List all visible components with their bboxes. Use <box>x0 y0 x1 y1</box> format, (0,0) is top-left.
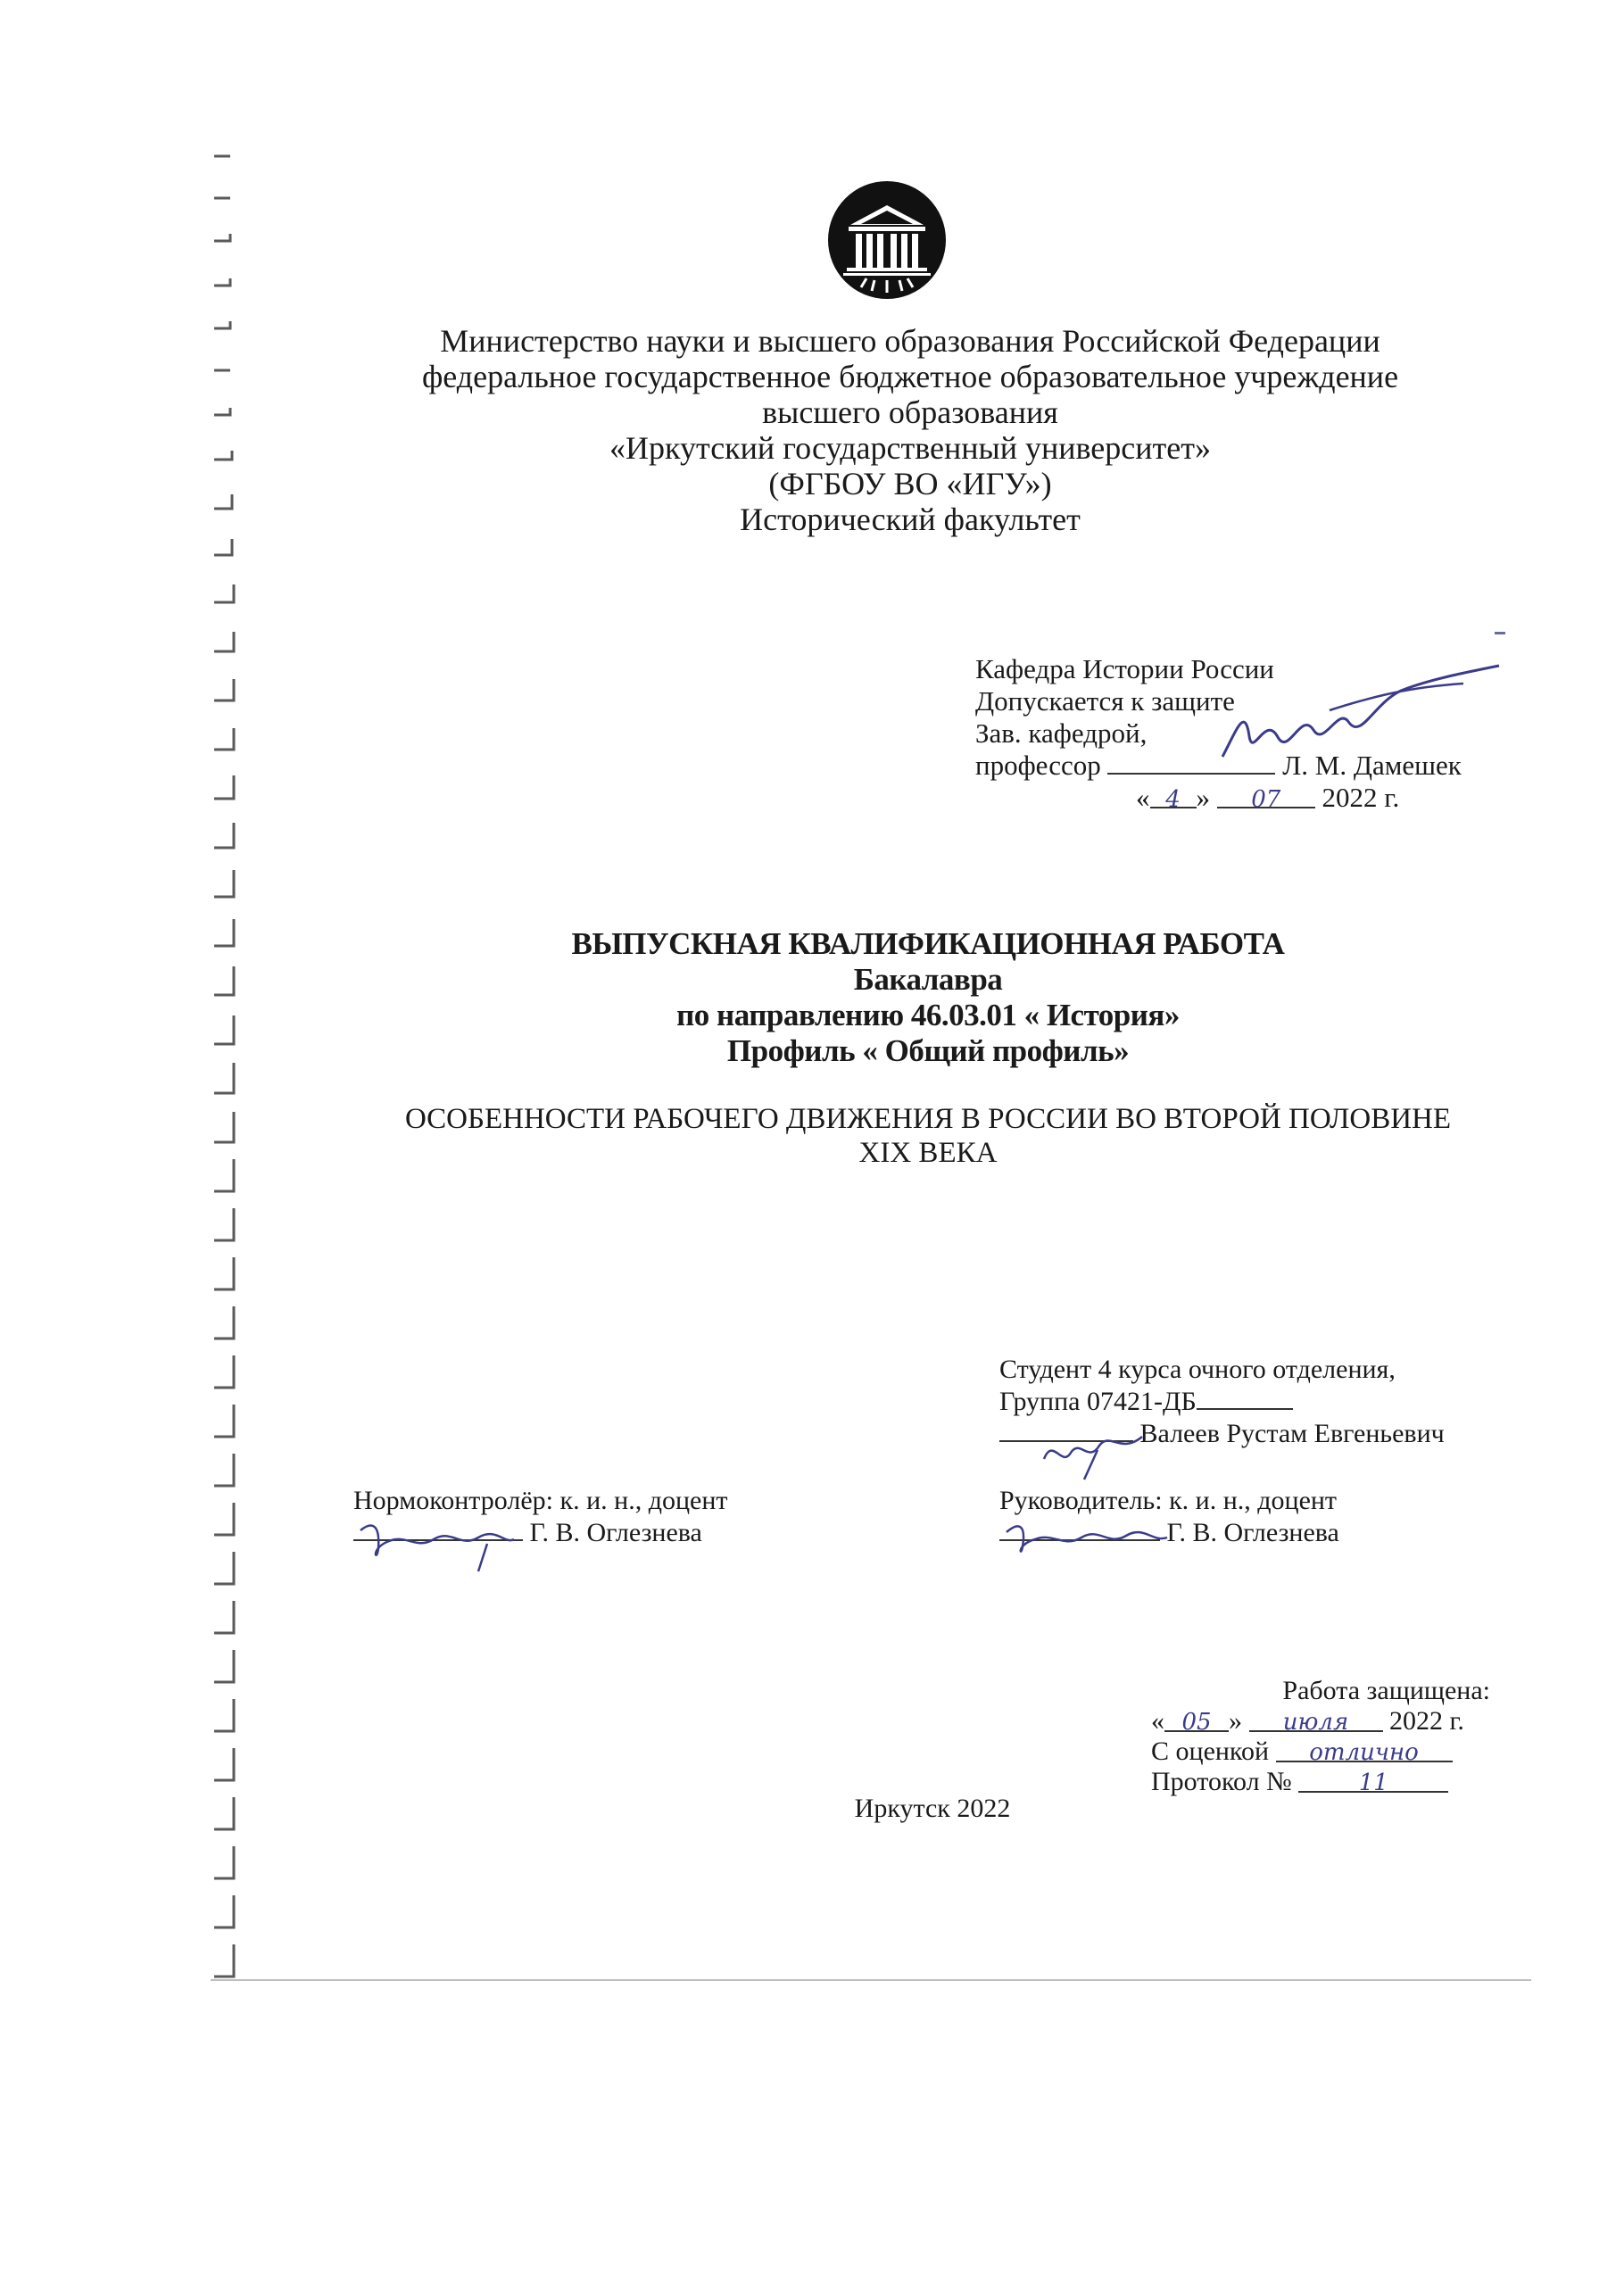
thesis-topic-block <box>294 1102 1562 1170</box>
department-line: Кафедра Истории России <box>975 653 1274 684</box>
approval-month: 07 <box>1217 783 1315 808</box>
defense-date-line <box>1151 1706 1490 1737</box>
topic-line-1: ОСОБЕННОСТИ РАБОЧЕГО ДВИЖЕНИЯ В РОССИИ ВО ВТОРОЙ ПОЛОВИНЕ <box>404 1103 1452 1135</box>
student-group-line <box>999 1385 1445 1417</box>
page-bottom-edge <box>211 1979 1531 1981</box>
binder-holes-graphic <box>203 143 248 1999</box>
thesis-type-line: ВЫПУСКНАЯ КВАЛИФИКАЦИОННАЯ РАБОТА <box>571 926 1285 961</box>
normcontrol-name: Г. В. Оглезнева <box>529 1518 702 1547</box>
thesis-title-block <box>250 926 1606 1069</box>
protocol-number: 11 <box>1298 1768 1448 1793</box>
approval-date-line <box>975 782 1462 814</box>
supervisor-signature-scribble <box>999 1513 1178 1566</box>
university-line: «Иркутский государственный университет» <box>609 430 1211 466</box>
degree-line: Бакалавра <box>853 962 1003 997</box>
approval-day: 4 <box>1150 783 1197 808</box>
supervisor-title: Руководитель: к. и. н., доцент <box>999 1486 1338 1515</box>
protocol-label: Протокол № <box>1151 1767 1292 1796</box>
university-logo <box>825 178 949 302</box>
supervisor-name: Г. В. Оглезнева <box>1166 1518 1339 1547</box>
protocol-line <box>1151 1767 1490 1797</box>
abbreviation-line: (ФГБОУ ВО «ИГУ») <box>768 466 1052 501</box>
direction-line: по направлению 46.03.01 « История» <box>676 998 1180 1032</box>
institution-type-line: федеральное государственное бюджетное образовательное учреждение <box>421 359 1399 394</box>
head-name: Л. М. Дамешек <box>1282 750 1462 781</box>
scan-mark <box>1495 632 1505 634</box>
defense-year: 2022 г. <box>1389 1706 1464 1736</box>
date-quote-close: » <box>1196 782 1210 813</box>
education-level-line: высшего образования <box>762 394 1058 430</box>
defense-day: 05 <box>1164 1707 1229 1732</box>
grade-label: С оценкой <box>1151 1737 1270 1766</box>
profile-line: Профиль « Общий профиль» <box>726 1033 1130 1068</box>
approval-year: 2022 г. <box>1322 782 1400 813</box>
grade-line <box>1151 1737 1490 1767</box>
ministry-line: Министерство науки и высшего образования Российской Федерации <box>440 323 1380 359</box>
head-title-line: Зав. кафедрой, <box>975 717 1148 749</box>
admitted-line: Допускается к защите <box>975 685 1235 717</box>
student-group: Группа 07421-ДБ <box>999 1387 1197 1416</box>
normcontrol-title: Нормоконтролёр: к. и. н., доцент <box>353 1486 728 1515</box>
normcontrol-signature-scribble <box>353 1513 532 1575</box>
professor-label: профессор <box>975 750 1101 781</box>
city-year: Иркутск 2022 <box>854 1794 1011 1823</box>
defense-label: Работа защищена: <box>1282 1676 1490 1705</box>
defense-month: июля <box>1249 1707 1383 1732</box>
header-block <box>366 323 1454 537</box>
student-name: Валеев Рустам Евгеньевич <box>1139 1419 1445 1448</box>
topic-line-2: XIX ВЕКА <box>858 1137 998 1169</box>
defense-date-quote-open: « <box>1151 1706 1164 1736</box>
defense-block <box>1151 1676 1490 1797</box>
student-course-line: Студент 4 курса очного отделения, <box>999 1355 1396 1384</box>
grade-value: отлично <box>1276 1737 1453 1762</box>
faculty-line: Исторический факультет <box>740 501 1081 537</box>
group-underline <box>1197 1385 1293 1410</box>
student-signature-scribble <box>1035 1419 1169 1481</box>
date-quote-open: « <box>1136 782 1150 813</box>
defense-date-quote-close: » <box>1229 1706 1242 1736</box>
head-signature-scribble <box>1196 651 1517 776</box>
